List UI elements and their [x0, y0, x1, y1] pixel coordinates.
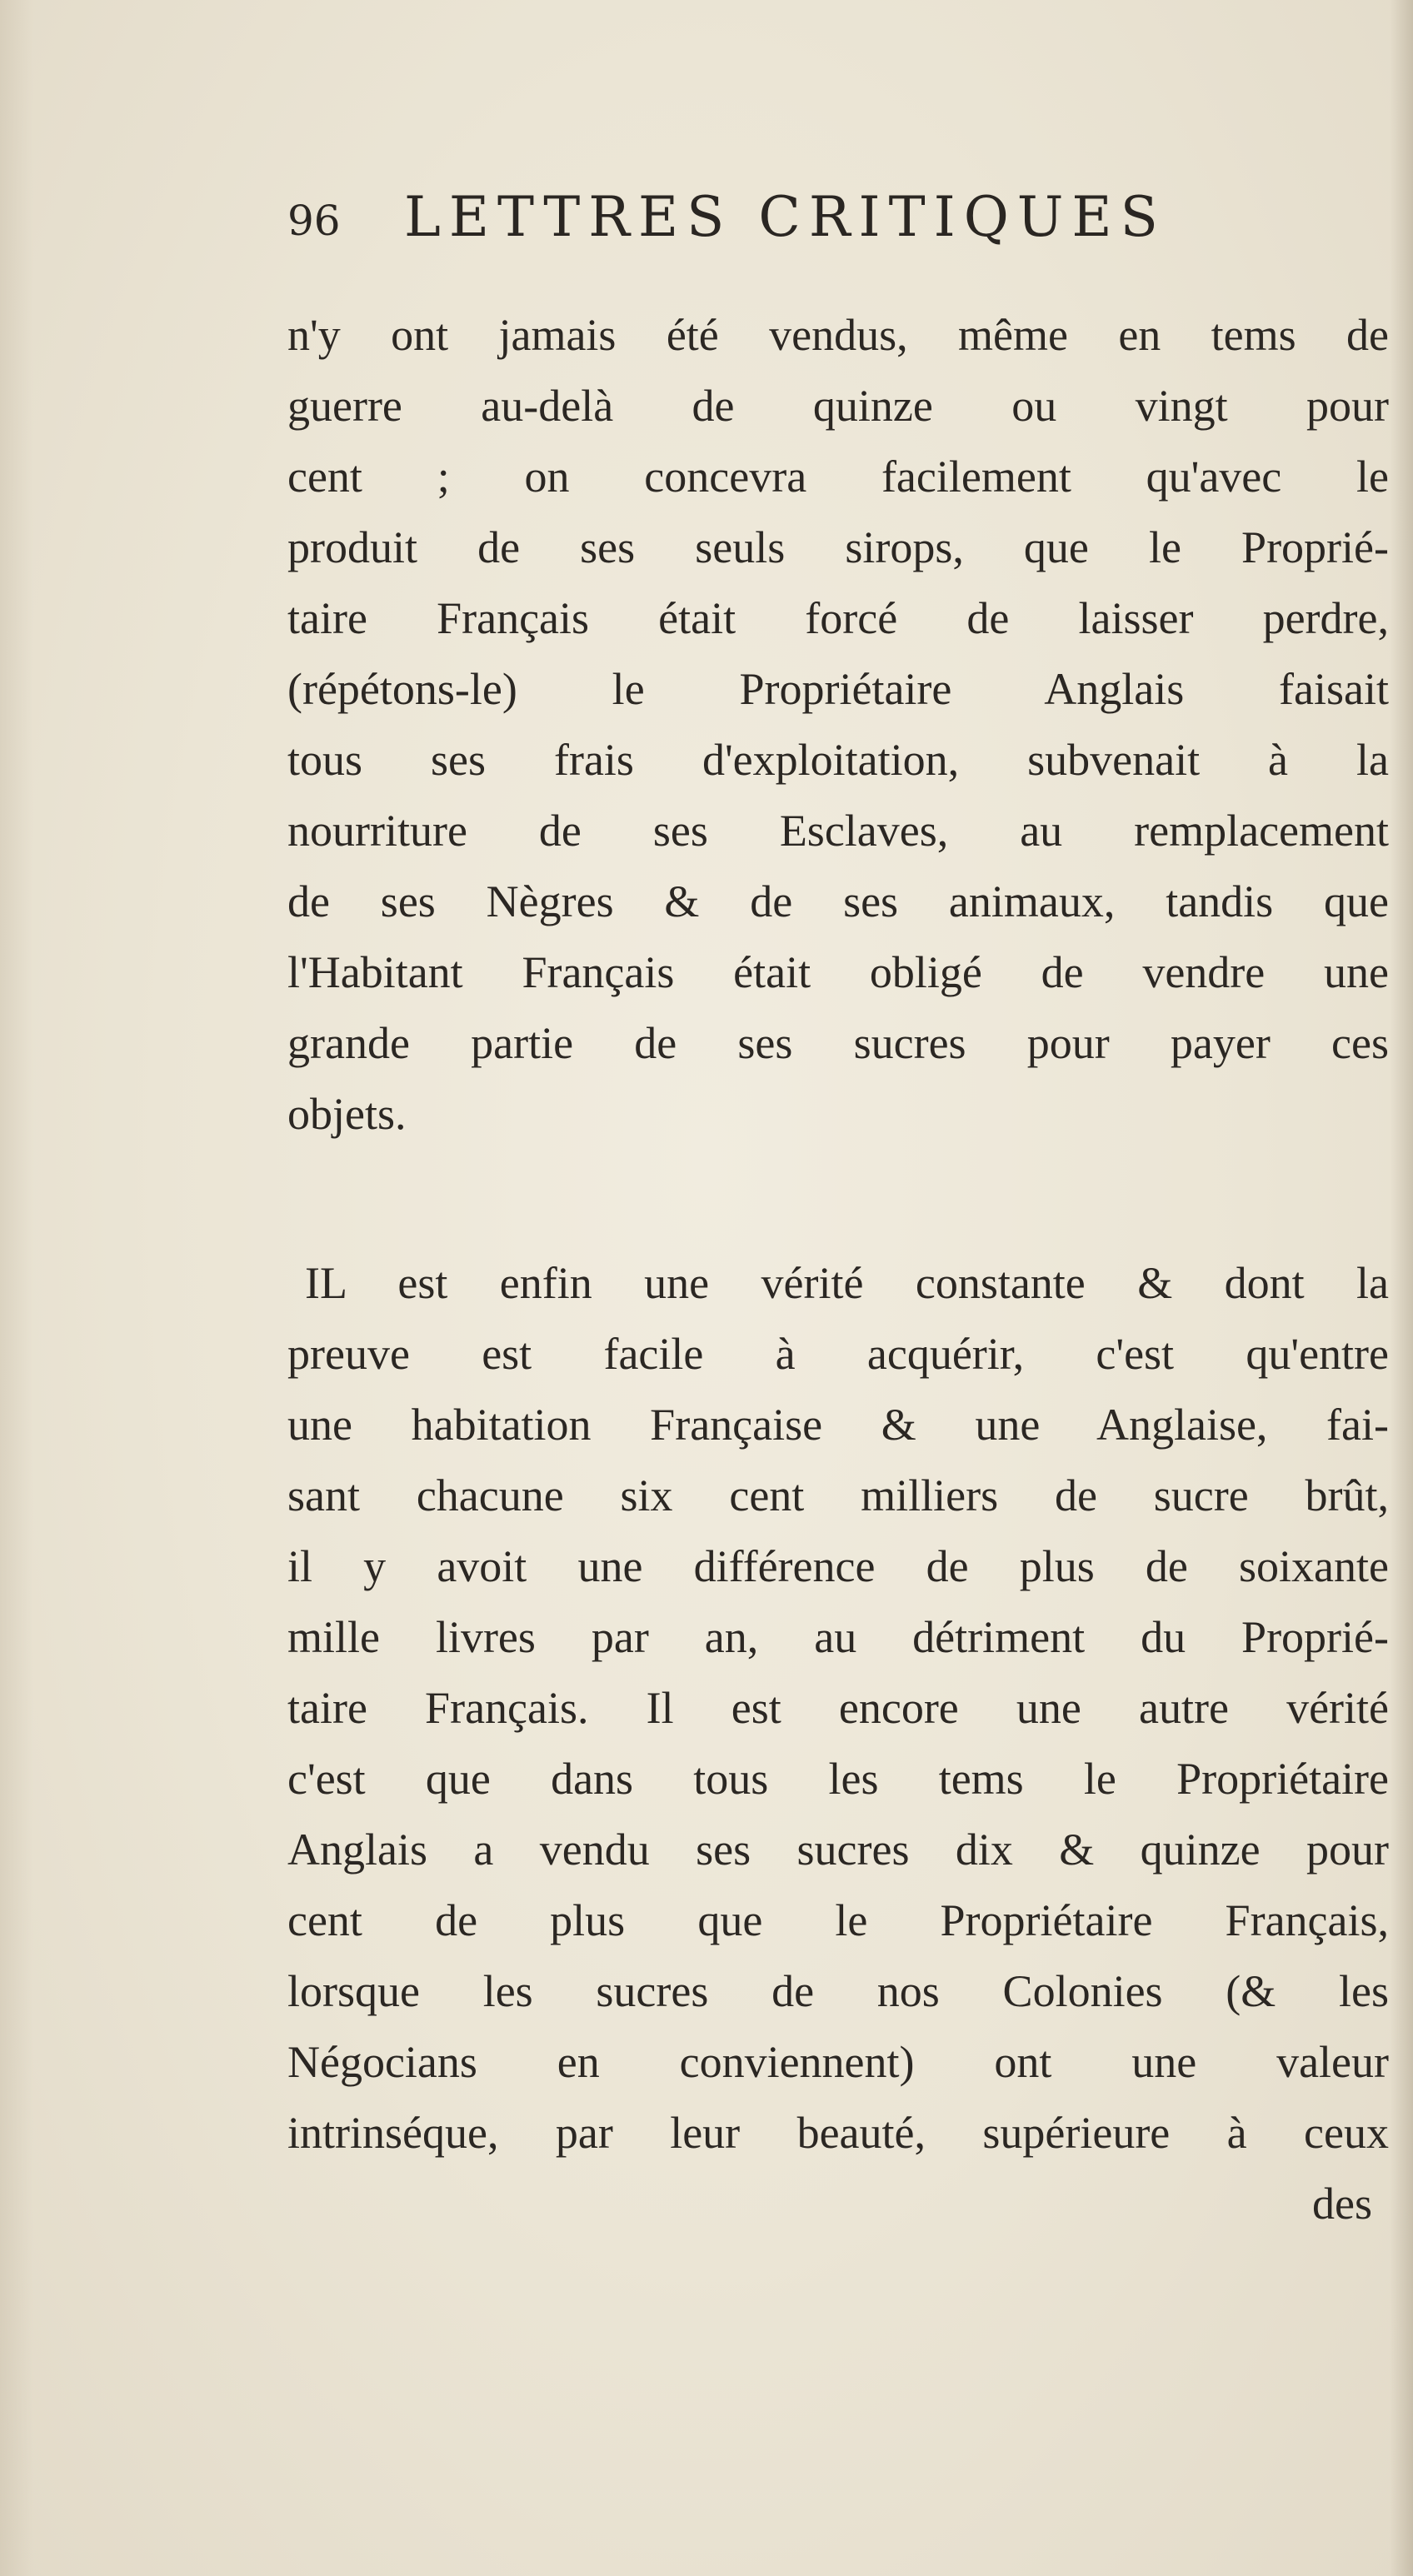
text-line: taire Français. Il est encore une autre vérité [287, 1683, 1389, 1733]
running-title: LETTRES CRITIQUES [404, 185, 1166, 249]
text-line: il y avoit une différence de plus de soixante [287, 1541, 1389, 1591]
text-line: cent ; on concevra facilement qu'avec le [287, 452, 1389, 502]
page-edge-shadow-right [1390, 0, 1413, 2576]
catchword: des [1312, 2179, 1372, 2229]
text-line: sant chacune six cent milliers de sucre brût, [287, 1470, 1389, 1520]
text-line: c'est que dans tous les tems le Propriétaire [287, 1754, 1389, 1804]
text-line: preuve est facile à acquérir, c'est qu'entre [287, 1329, 1389, 1379]
page-edge-shadow-left [0, 0, 33, 2576]
text-line: grande partie de ses sucres pour payer ces [287, 1018, 1389, 1068]
text-line: de ses Nègres & de ses animaux, tandis que [287, 876, 1389, 926]
text-line: une habitation Française & une Anglaise, fai- [287, 1400, 1389, 1450]
text-line: IL est enfin une vérité constante & dont la [305, 1258, 1389, 1308]
text-line: produit de ses seuls sirops, que le Proprié- [287, 522, 1389, 572]
text-line: intrinséque, par leur beauté, supérieure à ceux [287, 2108, 1389, 2158]
page-number: 96 [287, 197, 341, 245]
running-head [287, 185, 1287, 252]
text-line: nourriture de ses Esclaves, au remplacement [287, 806, 1389, 856]
paragraph-2 [287, 1248, 1389, 2169]
text-line: Anglais a vendu ses sucres dix & quinze pour [287, 1825, 1389, 1875]
text-line: l'Habitant Français était obligé de vendre une [287, 947, 1389, 997]
paragraph-separator [287, 1150, 1389, 1248]
body-text [287, 300, 1389, 2239]
text-line: lorsque les sucres de nos Colonies (& les [287, 1966, 1389, 2016]
paragraph-1 [287, 300, 1389, 1150]
text-line: n'y ont jamais été vendus, même en tems de [287, 310, 1389, 360]
text-line: (répétons-le) le Propriétaire Anglais faisait [287, 664, 1389, 714]
text-line: Négocians en conviennent) ont une valeur [287, 2037, 1389, 2087]
text-line: tous ses frais d'exploitation, subvenait à la [287, 735, 1389, 785]
text-line: cent de plus que le Propriétaire Français, [287, 1895, 1389, 1945]
text-line: objets. [287, 1089, 407, 1139]
text-line: mille livres par an, au détriment du Proprié- [287, 1612, 1389, 1662]
text-line: guerre au-delà de quinze ou vingt pour [287, 381, 1389, 431]
text-line: taire Français était forcé de laisser perdre, [287, 593, 1389, 643]
